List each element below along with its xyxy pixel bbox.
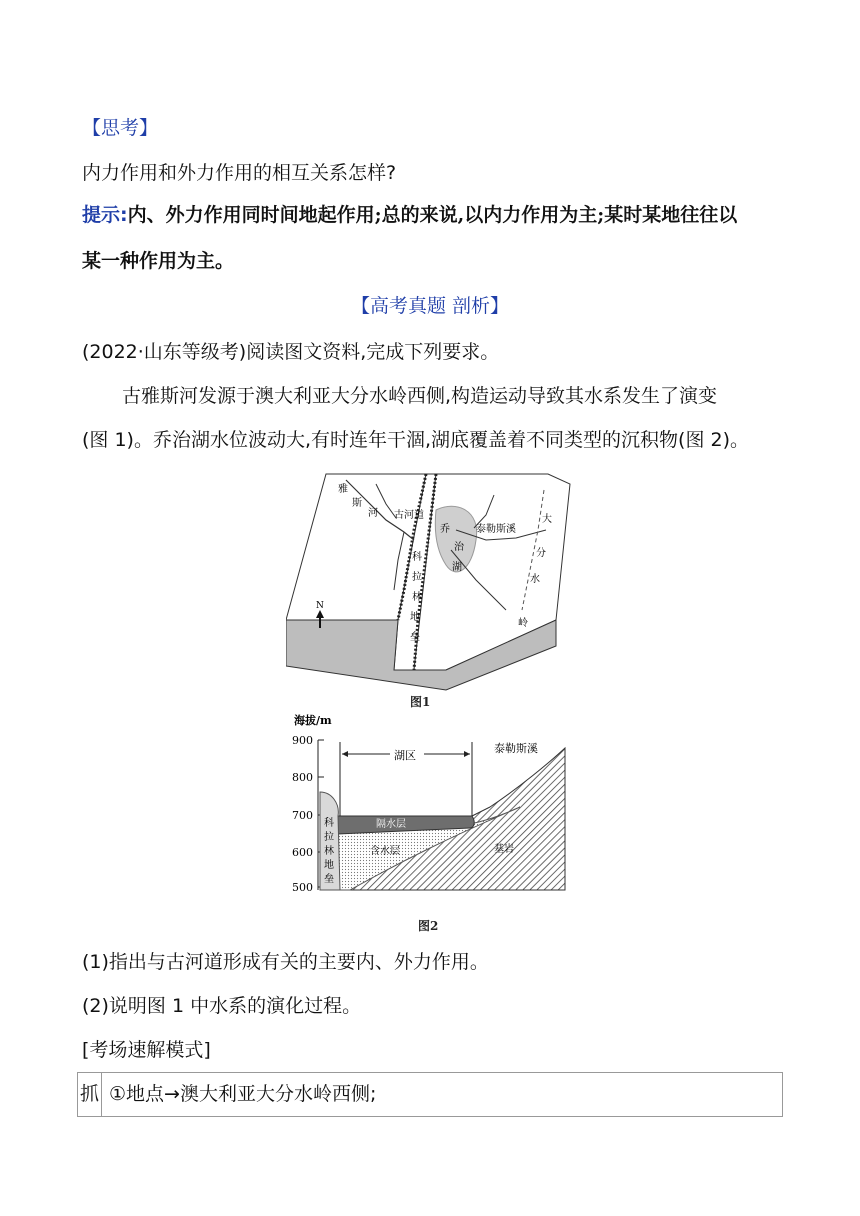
fig1-horst-char-3: 林 (412, 592, 422, 603)
fig2-ytick-800: 800 (292, 771, 313, 784)
fig1-river-char-2: 斯 (352, 498, 362, 509)
fig1-river-char-3: 河 (368, 508, 378, 519)
fig1-lake-char-3: 湖 (452, 562, 462, 573)
fig1-divide-char-4: 岭 (518, 618, 528, 629)
fig2-y-axis-label: 海拔/m (294, 714, 332, 727)
question-source: (2022·山东等级考)阅读图文资料,完成下列要求。 (82, 341, 500, 363)
fig2-horst-char-2: 拉 (324, 832, 334, 843)
fig2-ytick-900: 900 (292, 734, 313, 747)
fig2-horst-char-1: 科 (324, 818, 334, 829)
question-text: 内力作用和外力作用的相互关系怎样? (82, 162, 397, 184)
fig2-bedrock-label: 基岩 (494, 844, 514, 855)
fig2-ytick-600: 600 (292, 846, 313, 859)
fig1-divide-char-1: 大 (542, 514, 552, 525)
fig1-divide-char-2: 分 (536, 548, 546, 559)
fig2-aquifer-label: 含水层 (370, 846, 400, 857)
hint-line-2: 某一种作用为主。 (82, 250, 235, 272)
fig2-ytick-500: 500 (292, 881, 313, 894)
solution-table (77, 1072, 783, 1117)
fig1-horst-char-2: 拉 (412, 572, 422, 583)
fig2-horst-char-3: 林 (324, 846, 334, 857)
figure-1-block-diagram (286, 470, 576, 710)
fig2-ytick-700: 700 (292, 809, 313, 822)
paragraph-line-1: 古雅斯河发源于澳大利亚大分水岭西侧,构造运动导致其水系发生了演变 (122, 385, 718, 407)
think-title: 【思考】 (82, 117, 159, 139)
quick-solve-mode-label: [考场速解模式] (82, 1039, 211, 1061)
figure-2-cross-section (290, 712, 580, 908)
fig1-divide-char-3: 水 (530, 574, 540, 585)
section-title: 【高考真题 剖析】 (350, 295, 510, 317)
hint-text-1: 内、外力作用同时间地起作用;总的来说,以内力作用为主;某时某地往往以 (127, 204, 738, 226)
paragraph-line-2: (图 1)。乔治湖水位波动大,有时连年干涸,湖底覆盖着不同类型的沉积物(图 2)。 (82, 429, 749, 451)
hint-label: 提示: (82, 204, 128, 226)
fig1-lake-char-2: 治 (454, 542, 464, 553)
fig1-horst-char-4: 地 (410, 612, 420, 623)
fig2-creek-label: 泰勒斯溪 (494, 742, 538, 755)
fig1-lake-char-1: 乔 (440, 524, 450, 535)
fig1-old-channel-label: 古河道 (394, 510, 424, 521)
fig1-horst-char-5: 垒 (410, 632, 420, 643)
fig2-lake-zone-label: 湖区 (394, 749, 416, 762)
figure-1-caption: 图1 (410, 695, 431, 709)
table-cell-grab: 抓 (78, 1073, 102, 1116)
sub-question-2: (2)说明图 1 中水系的演化过程。 (82, 995, 362, 1017)
table-cell-location: ①地点→澳大利亚大分水岭西侧; (109, 1083, 377, 1105)
fig1-horst-char-1: 科 (412, 552, 422, 563)
fig1-creek-label: 泰勒斯溪 (476, 524, 516, 535)
fig2-horst-char-4: 地 (324, 860, 334, 871)
sub-question-1: (1)指出与古河道形成有关的主要内、外力作用。 (82, 951, 489, 973)
fig1-river-char-1: 雅 (338, 484, 348, 495)
hint-line-1 (82, 203, 737, 227)
figure-2-caption: 图2 (418, 919, 439, 933)
fig1-north-label: N (316, 601, 324, 611)
fig2-aquiclude-label: 隔水层 (376, 819, 406, 830)
fig2-horst-char-5: 垒 (324, 874, 334, 885)
